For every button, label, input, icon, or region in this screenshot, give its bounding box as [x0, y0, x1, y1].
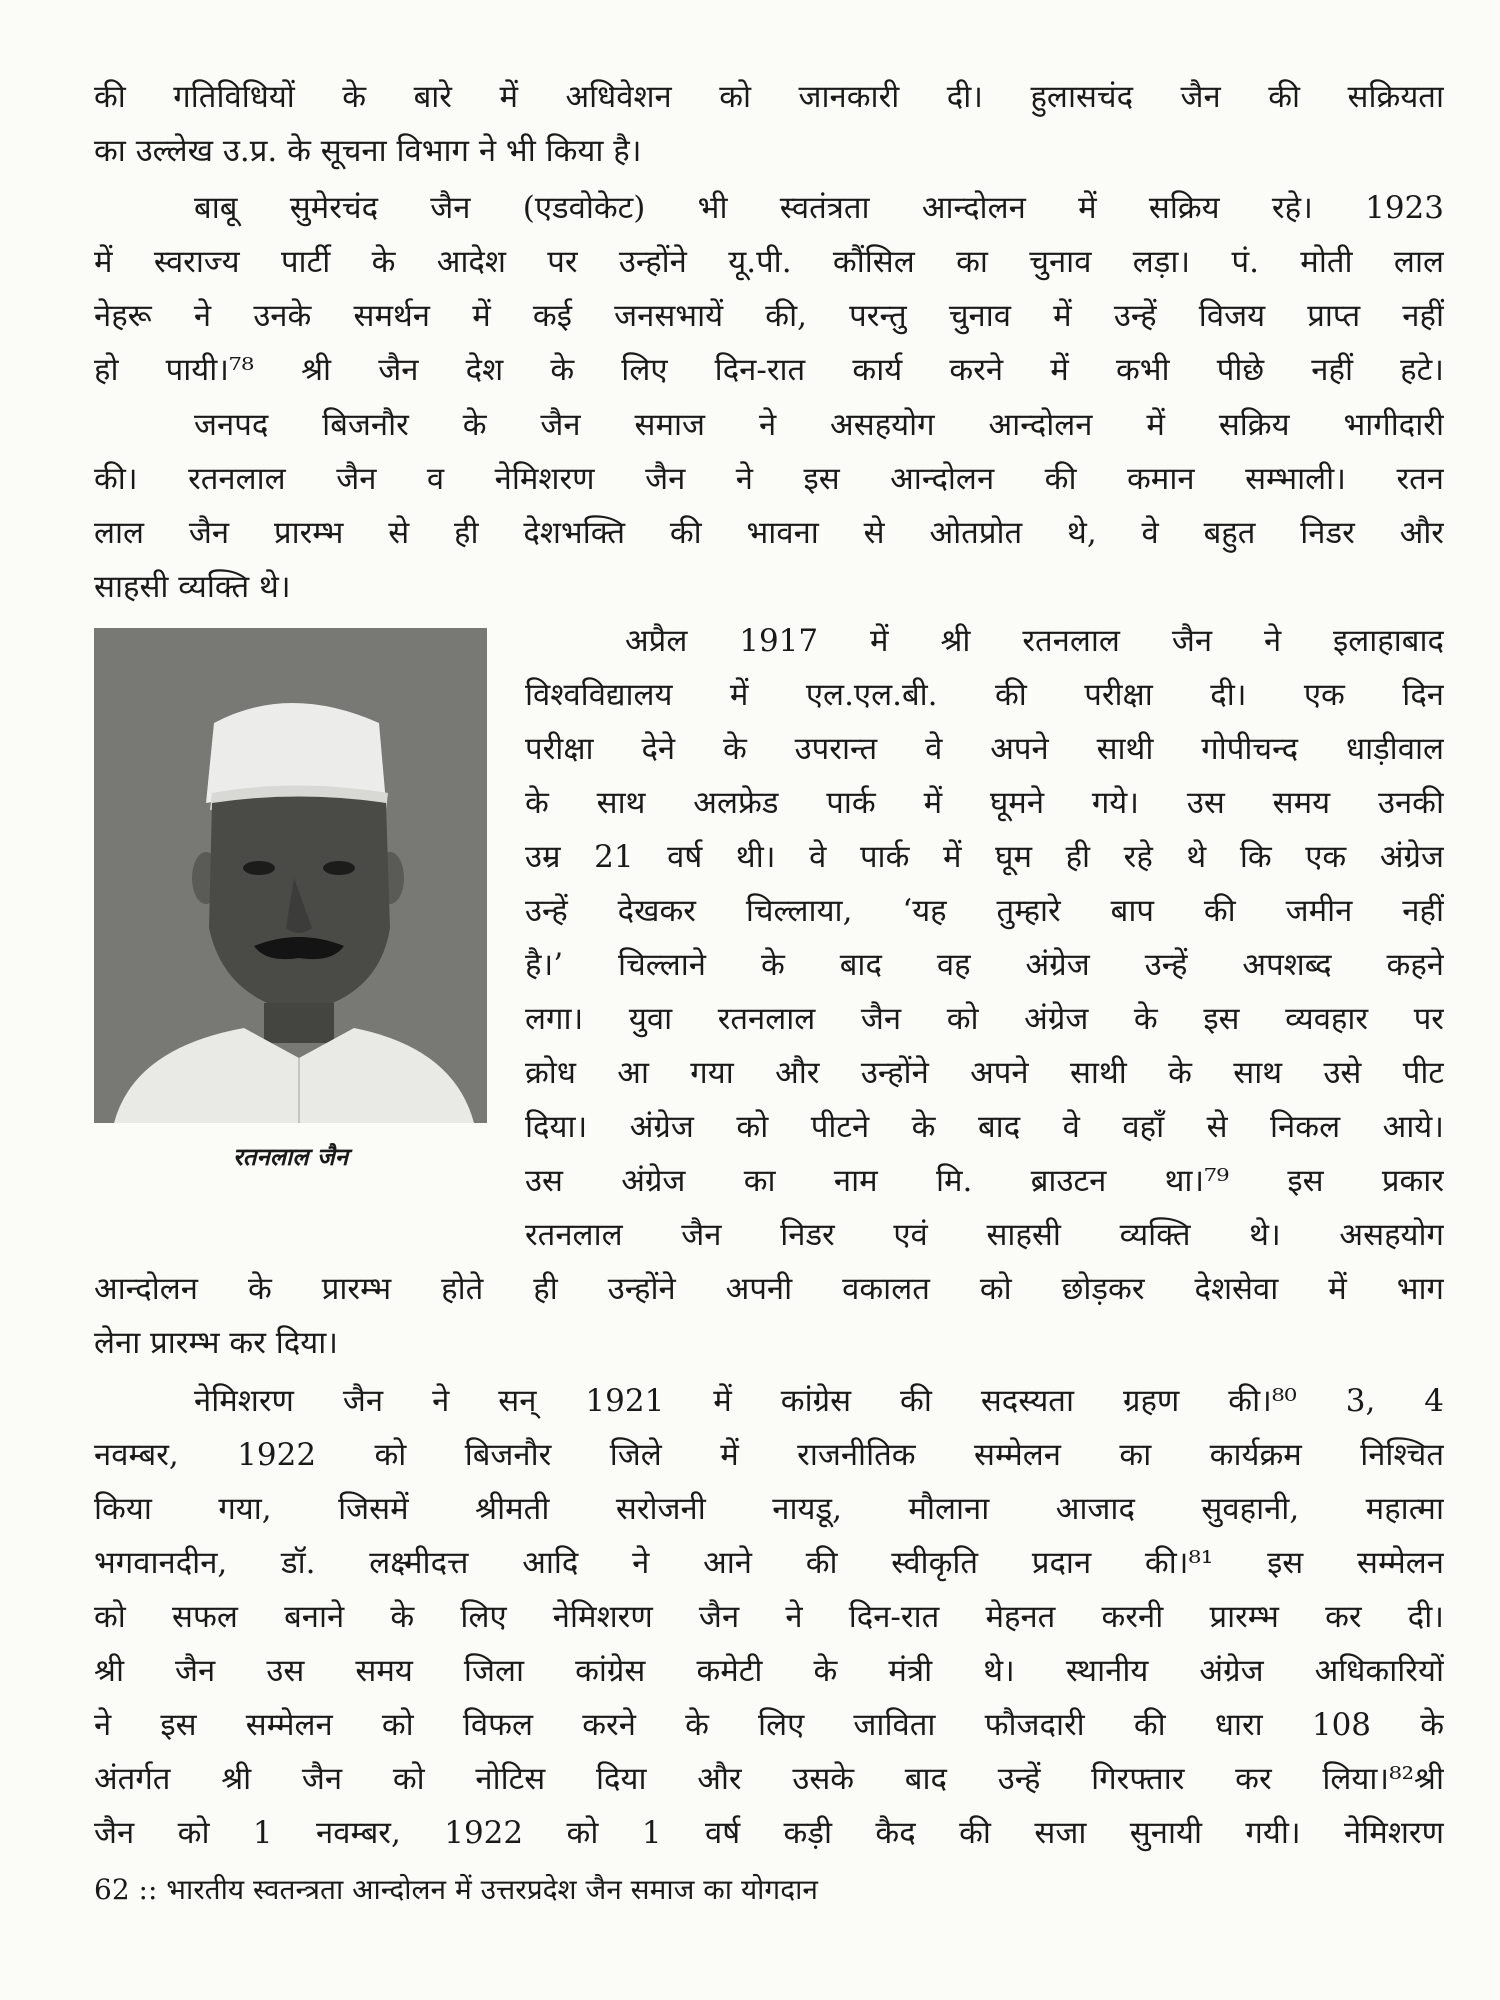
text-line: ने इस सम्मेलन को विफल करने के लिए जाविता फौजदारी की धारा 108 के [94, 1707, 1444, 1743]
text-line: क्रोध आ गया और उन्होंने अपने साथी के साथ उसे पीट [525, 1055, 1444, 1091]
text-line: को सफल बनाने के लिए नेमिशरण जैन ने दिन-रात मेहनत करनी प्रारम्भ कर दी। [94, 1599, 1444, 1635]
text-line: किया गया, जिसमें श्रीमती सरोजनी नायडू, मौलाना आजाद सुवहानी, महात्मा [94, 1491, 1444, 1527]
text-line: अप्रैल 1917 में श्री रतनलाल जैन ने इलाहाबाद [625, 623, 1444, 659]
text-line: बाबू सुमेरचंद जैन (एडवोकेट) भी स्वतंत्रता आन्दोलन में सक्रिय रहे। 1923 [194, 190, 1444, 226]
text-line: की। रतनलाल जैन व नेमिशरण जैन ने इस आन्दोलन की कमान सम्भाली। रतन [94, 461, 1444, 497]
text-line: उम्र 21 वर्ष थी। वे पार्क में घूम ही रहे थे कि एक अंग्रेज [525, 839, 1444, 875]
text-line: परीक्षा देने के उपरान्त वे अपने साथी गोपीचन्द धाड़ीवाल [525, 731, 1444, 767]
text-line: भगवानदीन, डॉ. लक्ष्मीदत्त आदि ने आने की स्वीकृति प्रदान की।⁸¹ इस सम्मेलन [94, 1545, 1444, 1581]
text-line: उन्हें देखकर चिल्लाया, ‘यह तुम्हारे बाप की जमीन नहीं [525, 893, 1444, 929]
text-line: का उल्लेख उ.प्र. के सूचना विभाग ने भी किया है। [94, 133, 642, 169]
text-line: दिया। अंग्रेज को पीटने के बाद वे वहाँ से निकल आये। [525, 1109, 1444, 1145]
text-line: लगा। युवा रतनलाल जैन को अंग्रेज के इस व्यवहार पर [525, 1001, 1444, 1037]
text-line: अंतर्गत श्री जैन को नोटिस दिया और उसके बाद उन्हें गिरफ्तार कर लिया।⁸²श्री [94, 1761, 1444, 1797]
text-line: आन्दोलन के प्रारम्भ होते ही उन्होंने अपनी वकालत को छोड़कर देशसेवा में भाग [94, 1271, 1444, 1307]
text-line: उस अंग्रेज का नाम मि. ब्राउटन था।⁷⁹ इस प्रकार [525, 1163, 1444, 1199]
text-line: में स्वराज्य पार्टी के आदेश पर उन्होंने यू.पी. कौंसिल का चुनाव लड़ा। पं. मोती लाल [94, 244, 1444, 280]
text-line: लेना प्रारम्भ कर दिया। [94, 1325, 338, 1361]
text-line: की गतिविधियों के बारे में अधिवेशन को जानकारी दी। हुलासचंद जैन की सक्रियता [94, 79, 1444, 115]
text-line: नेहरू ने उनके समर्थन में कई जनसभायें की, परन्तु चुनाव में उन्हें विजय प्राप्त नहीं [94, 298, 1444, 334]
portrait-photo [94, 628, 487, 1123]
text-line: विश्वविद्यालय में एल.एल.बी. की परीक्षा दी। एक दिन [525, 677, 1444, 713]
text-line: रतनलाल जैन निडर एवं साहसी व्यक्ति थे। असहयोग [525, 1217, 1444, 1253]
text-line: नवम्बर, 1922 को बिजनौर जिले में राजनीतिक सम्मेलन का कार्यक्रम निश्चित [94, 1437, 1444, 1473]
page-footer: 62 :: भारतीय स्वतन्त्रता आन्दोलन में उत्तरप्रदेश जैन समाज का योगदान [94, 1873, 818, 1906]
text-line: श्री जैन उस समय जिला कांग्रेस कमेटी के मंत्री थे। स्थानीय अंग्रेज अधिकारियों [94, 1653, 1444, 1689]
text-line: के साथ अलफ्रेड पार्क में घूमने गये। उस समय उनकी [525, 785, 1444, 821]
photo-caption: रतनलाल जैन [232, 1142, 349, 1171]
text-line: साहसी व्यक्ति थे। [94, 569, 291, 605]
text-line: लाल जैन प्रारम्भ से ही देशभक्ति की भावना से ओतप्रोत थे, वे बहुत निडर और [94, 515, 1444, 551]
text-line: नेमिशरण जैन ने सन् 1921 में कांग्रेस की सदस्यता ग्रहण की।⁸⁰ 3, 4 [194, 1383, 1444, 1419]
text-line: हो पायी।⁷⁸ श्री जैन देश के लिए दिन-रात कार्य करने में कभी पीछे नहीं हटे। [94, 352, 1444, 388]
text-line: जनपद बिजनौर के जैन समाज ने असहयोग आन्दोलन में सक्रिय भागीदारी [194, 407, 1444, 443]
text-line: जैन को 1 नवम्बर, 1922 को 1 वर्ष कड़ी कैद की सजा सुनायी गयी। नेमिशरण [94, 1815, 1444, 1851]
text-line: है।’ चिल्लाने के बाद वह अंग्रेज उन्हें अपशब्द कहने [525, 947, 1444, 983]
